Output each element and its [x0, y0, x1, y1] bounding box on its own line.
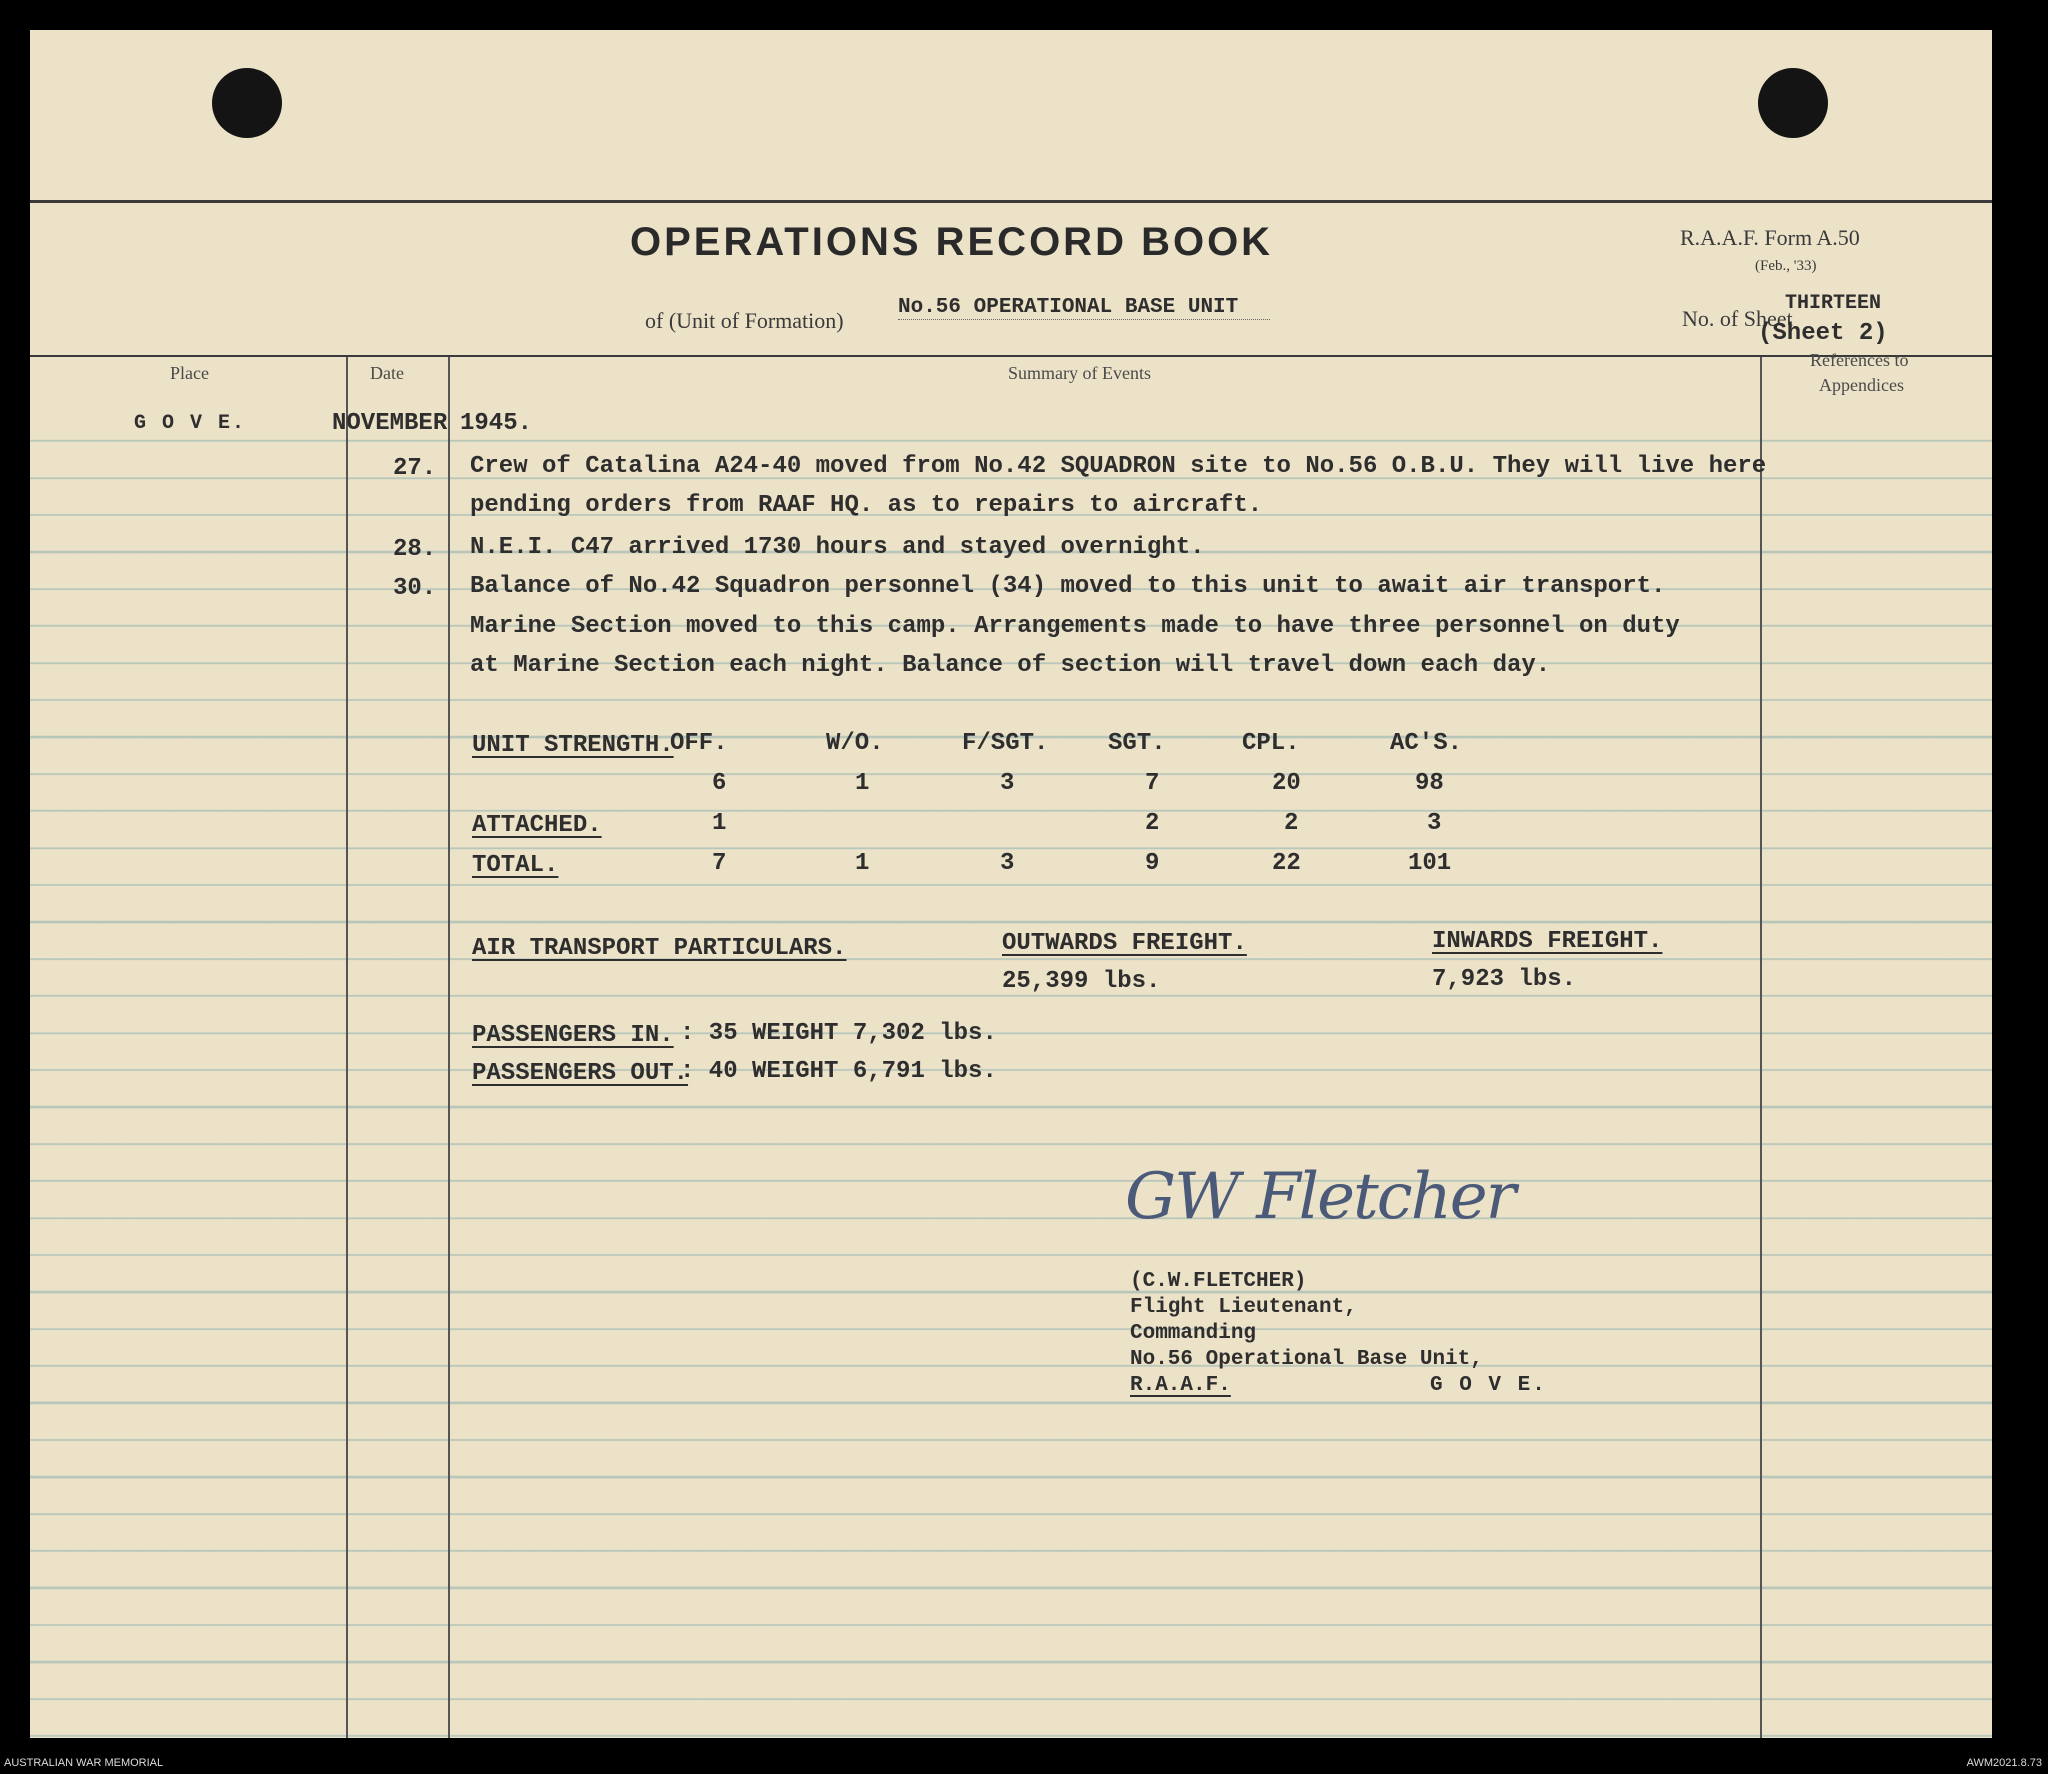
archive-reference: AWM2021.8.73	[1966, 1757, 2042, 1769]
signatory-service-line	[1130, 1374, 1558, 1397]
form-number: R.A.A.F. Form A.50	[1680, 225, 1860, 250]
unit-strength-label: UNIT STRENGTH.	[472, 732, 674, 759]
strength-total-cell: 101	[1408, 850, 1452, 877]
passengers-in-value: : 35 WEIGHT 7,302 lbs.	[680, 1020, 997, 1047]
page-title: OPERATIONS RECORD BOOK	[630, 220, 1274, 264]
outwards-freight-value: 25,399 lbs.	[1002, 968, 1161, 995]
strength-header: W/O.	[826, 730, 884, 757]
signatory-name: (C.W.FLETCHER)	[1130, 1270, 1307, 1293]
archive-caption: AUSTRALIAN WAR MEMORIAL	[4, 1757, 164, 1769]
strength-total-cell: 3	[1000, 850, 1015, 877]
place-date-divider	[346, 357, 348, 1738]
strength-total-cell: 7	[712, 850, 727, 877]
strength-header: AC'S.	[1390, 730, 1463, 757]
signatory-location: G O V E.	[1430, 1374, 1547, 1397]
inwards-freight-label: INWARDS FREIGHT.	[1432, 928, 1663, 955]
strength-base-cell: 3	[1000, 770, 1015, 797]
strength-total-cell: 1	[855, 850, 870, 877]
entry-line: at Marine Section each night. Balance of section will travel down each day.	[470, 652, 1551, 679]
date-summary-divider	[448, 357, 450, 1738]
form-date: (Feb., '33)	[1755, 258, 1817, 274]
strength-header: SGT.	[1108, 730, 1166, 757]
strength-attached-cell: 2	[1145, 810, 1160, 837]
total-label: TOTAL.	[472, 852, 559, 879]
strength-header: F/SGT.	[962, 730, 1049, 757]
sheet-value: THIRTEEN	[1785, 292, 1882, 315]
entry-line: pending orders from RAAF HQ. as to repairs to aircraft.	[470, 492, 1263, 519]
punch-hole-right	[1758, 68, 1828, 138]
strength-attached-cell: 2	[1284, 810, 1299, 837]
unit-value: No.56 OPERATIONAL BASE UNIT	[898, 296, 1270, 320]
entry-line: Balance of No.42 Squadron personnel (34) moved to this unit to await air transport.	[470, 573, 1666, 600]
entry-line: N.E.I. C47 arrived 1730 hours and stayed overnight.	[470, 534, 1205, 561]
unit-label: of (Unit of Formation)	[645, 308, 844, 333]
punch-hole-left	[212, 68, 282, 138]
entry-day: 28.	[393, 536, 437, 563]
strength-base-cell: 6	[712, 770, 727, 797]
entry-day: 30.	[393, 575, 437, 602]
entry-line: Marine Section moved to this camp. Arrangements made to have three personnel on duty	[470, 613, 1680, 640]
signatory-rank: Flight Lieutenant,	[1130, 1296, 1357, 1319]
air-transport-label: AIR TRANSPORT PARTICULARS.	[472, 935, 847, 962]
place-column-header: Place	[170, 363, 209, 383]
sheet-sub: (Sheet 2)	[1758, 320, 1888, 347]
strength-base-cell: 1	[855, 770, 870, 797]
strength-header: OFF.	[670, 730, 728, 757]
entry-day: 27.	[393, 455, 437, 482]
signatory-service: R.A.A.F.	[1130, 1374, 1231, 1397]
header-top-rule	[30, 200, 1992, 203]
outwards-freight-label: OUTWARDS FREIGHT.	[1002, 930, 1247, 957]
strength-attached-cell: 1	[712, 810, 727, 837]
signatory-unit: No.56 Operational Base Unit,	[1130, 1348, 1483, 1371]
place-entry: G O V E.	[134, 412, 247, 435]
inwards-freight-value: 7,923 lbs.	[1432, 966, 1577, 993]
strength-total-cell: 9	[1145, 850, 1160, 877]
strength-base-cell: 7	[1145, 770, 1160, 797]
attached-label: ATTACHED.	[472, 812, 602, 839]
strength-attached-cell: 3	[1427, 810, 1442, 837]
date-column-header: Date	[370, 363, 404, 383]
passengers-out-value: : 40 WEIGHT 6,791 lbs.	[680, 1058, 997, 1085]
strength-base-cell: 20	[1272, 770, 1301, 797]
strength-base-cell: 98	[1415, 770, 1444, 797]
references-header-line2: Appendices	[1819, 375, 1904, 395]
strength-header: CPL.	[1242, 730, 1300, 757]
entry-line: Crew of Catalina A24-40 moved from No.42 SQUADRON site to No.56 O.B.U. They will live here	[470, 453, 1767, 480]
summary-column-header: Summary of Events	[1008, 363, 1151, 383]
header-bottom-rule	[30, 355, 1992, 357]
month-entry: NOVEMBER	[332, 410, 448, 437]
signatory-role: Commanding	[1130, 1322, 1257, 1345]
handwritten-signature: GW Fletcher	[1125, 1160, 1515, 1234]
references-header-line1: References to	[1810, 350, 1909, 370]
strength-total-cell: 22	[1272, 850, 1301, 877]
passengers-out-label: PASSENGERS OUT.	[472, 1060, 689, 1087]
record-sheet	[30, 30, 1992, 1738]
sheet-label: No. of Sheet	[1682, 306, 1793, 331]
summary-ref-divider	[1760, 357, 1762, 1738]
year-entry: 1945.	[460, 410, 533, 437]
paper-header-area	[30, 30, 1992, 405]
passengers-in-label: PASSENGERS IN.	[472, 1022, 674, 1049]
